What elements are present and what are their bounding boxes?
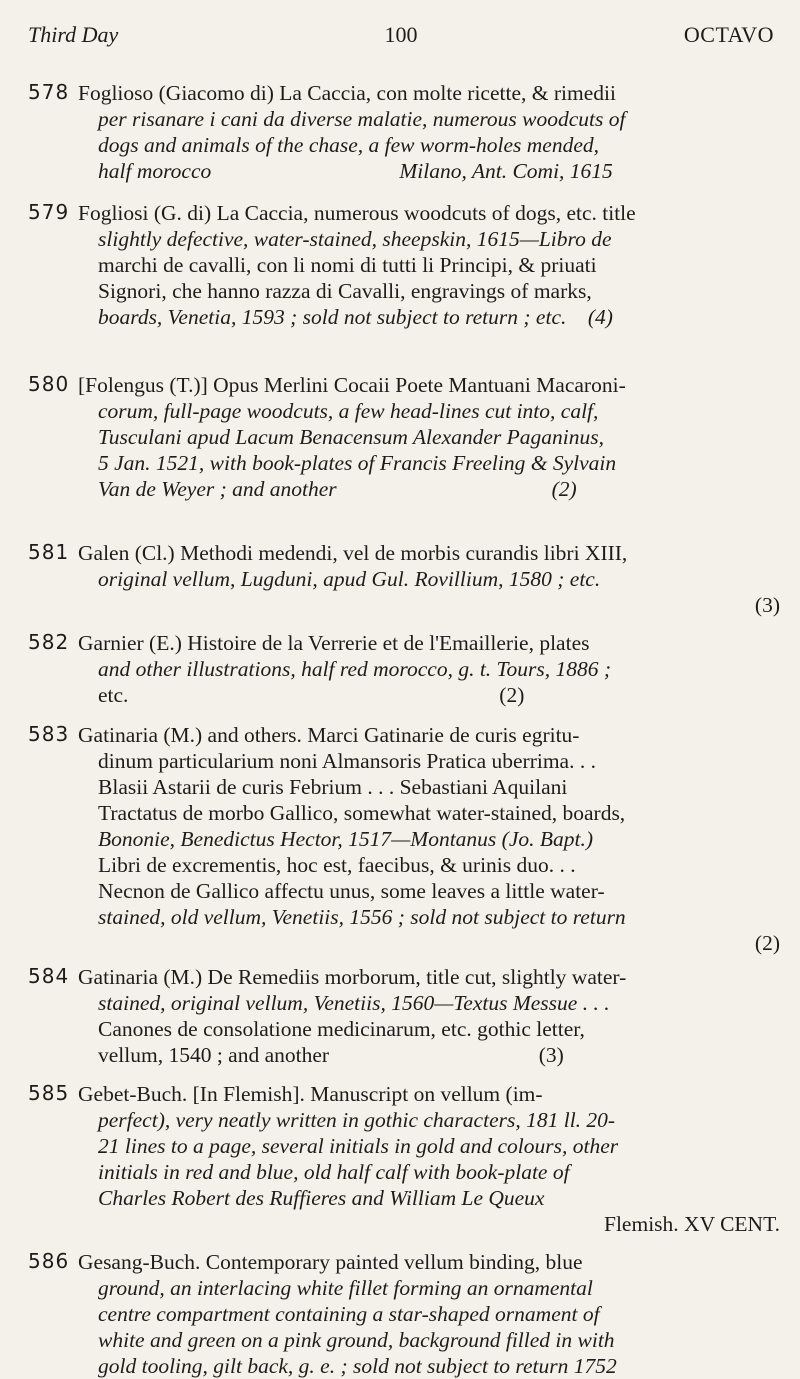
lot-line: original vellum, Lugduni, apud Gul. Rovillium, 1580 ; etc. xyxy=(98,567,601,591)
page-number: 100 xyxy=(384,22,418,47)
lot-line: stained, old vellum, Venetiis, 1556 ; sold not subject to return xyxy=(98,905,626,929)
page-header xyxy=(28,22,774,52)
lot-line: 5 Jan. 1521, with book-plates of Francis Freeling & Sylvain xyxy=(98,451,617,475)
lot-description xyxy=(78,372,780,502)
lot-description xyxy=(78,1081,780,1237)
lot-line: Garnier (E.) Histoire de la Verrerie et de l'Emaillerie, plates xyxy=(78,631,590,655)
lot-line: centre compartment containing a star-shaped ornament of xyxy=(98,1302,600,1326)
lot-quantity: (3) xyxy=(754,593,780,617)
lot-line: Gatinaria (M.) De Remediis morborum, title cut, slightly water- xyxy=(78,965,627,989)
lot-line: Tusculani apud Lacum Benacensum Alexander Paganinus, xyxy=(98,425,604,449)
lot-description xyxy=(78,722,780,956)
lot-line: vellum, 1540 ; and another (3) xyxy=(98,1043,564,1067)
lot-line: Necnon de Gallico affectu unus, some leaves a little water- xyxy=(98,879,605,903)
running-head-left: Third Day xyxy=(28,22,119,47)
lot-line: ground, an interlacing white fillet forming an ornamental xyxy=(98,1276,593,1300)
lot-description xyxy=(78,1249,780,1379)
running-head-right: OCTAVO xyxy=(683,22,774,47)
lot-line: perfect), very neatly written in gothic characters, 181 ll. 20- xyxy=(98,1108,616,1132)
lot-line: boards, Venetia, 1593 ; sold not subject to return ; etc. (4) xyxy=(98,305,613,329)
lot-line: Tractatus de morbo Gallico, somewhat water-stained, boards, xyxy=(98,801,626,825)
lot-line: half morocco Milano, Ant. Comi, 1615 xyxy=(98,159,613,183)
lot-line: corum, full-page woodcuts, a few head-lines cut into, calf, xyxy=(98,399,599,423)
lot-line: Canones de consolatione medicinarum, etc. gothic letter, xyxy=(98,1017,585,1041)
lot-line: stained, original vellum, Venetiis, 1560—Textus Messue . . . xyxy=(98,991,610,1015)
lot-line: Blasii Astarii de curis Febrium . . . Sebastiani Aquilani xyxy=(98,775,568,799)
lot-description xyxy=(78,80,780,184)
lot-line: Van de Weyer ; and another (2) xyxy=(98,477,577,501)
lot-line: Bononie, Benedictus Hector, 1517—Montanus (Jo. Bapt.) xyxy=(98,827,594,851)
lot-line: Gatinaria (M.) and others. Marci Gatinarie de curis egritu- xyxy=(78,723,580,747)
lot-line: Gesang-Buch. Contemporary painted vellum binding, blue xyxy=(78,1250,583,1274)
lot-number: 580 xyxy=(28,372,70,396)
lot-line: marchi de cavalli, con li nomi di tutti li Principi, & priuati xyxy=(98,253,597,277)
lot-number: 581 xyxy=(28,540,70,564)
lot-line: [Folengus (T.)] Opus Merlini Cocaii Poete Mantuani Macaroni- xyxy=(78,373,626,397)
lot-number: 583 xyxy=(28,722,70,746)
lot-line: Galen (Cl.) Methodi medendi, vel de morbis curandis libri XIII, xyxy=(78,541,628,565)
lot-number: 586 xyxy=(28,1249,70,1273)
lot-number: 584 xyxy=(28,964,70,988)
lot-description xyxy=(78,964,780,1068)
lot-line: initials in red and blue, old half calf with book-plate of xyxy=(98,1160,570,1184)
lot-line: dinum particularium noni Almansoris Pratica uberrima. . . xyxy=(98,749,596,773)
lot-description xyxy=(78,200,780,330)
lot-description xyxy=(78,540,780,618)
lot-line: per risanare i cani da diverse malatie, numerous woodcuts of xyxy=(98,107,626,131)
lot-number: 585 xyxy=(28,1081,70,1105)
lot-line: dogs and animals of the chase, a few worm-holes mended, xyxy=(98,133,600,157)
lot-description xyxy=(78,630,780,708)
lot-line: white and green on a pink ground, background filled in with xyxy=(98,1328,615,1352)
lot-line: gold tooling, gilt back, g. e. ; sold not subject to return 1752 xyxy=(98,1354,617,1378)
lot-number: 579 xyxy=(28,200,70,224)
lot-line: Foglioso (Giacomo di) La Caccia, con molte ricette, & rimedii xyxy=(78,81,616,105)
lot-line: Charles Robert des Ruffieres and William Le Queux xyxy=(98,1186,545,1210)
lot-line: slightly defective, water-stained, sheepskin, 1615—Libro de xyxy=(98,227,612,251)
lot-number: 582 xyxy=(28,630,70,654)
lot-origin: Flemish. XV CENT. xyxy=(604,1212,780,1236)
lot-line: Signori, che hanno razza di Cavalli, engravings of marks, xyxy=(98,279,592,303)
lot-line: 21 lines to a page, several initials in gold and colours, other xyxy=(98,1134,619,1158)
lot-line: Libri de excrementis, hoc est, faecibus, & urinis duo. . . xyxy=(98,853,576,877)
lot-line: Gebet-Buch. [In Flemish]. Manuscript on vellum (im- xyxy=(78,1082,543,1106)
lot-quantity: (2) xyxy=(754,931,780,955)
lot-line: and other illustrations, half red morocco, g. t. Tours, 1886 ; xyxy=(98,657,612,681)
lot-line: etc. (2) xyxy=(98,683,525,707)
lot-number: 578 xyxy=(28,80,70,104)
lot-line: Fogliosi (G. di) La Caccia, numerous woodcuts of dogs, etc. title xyxy=(78,201,636,225)
